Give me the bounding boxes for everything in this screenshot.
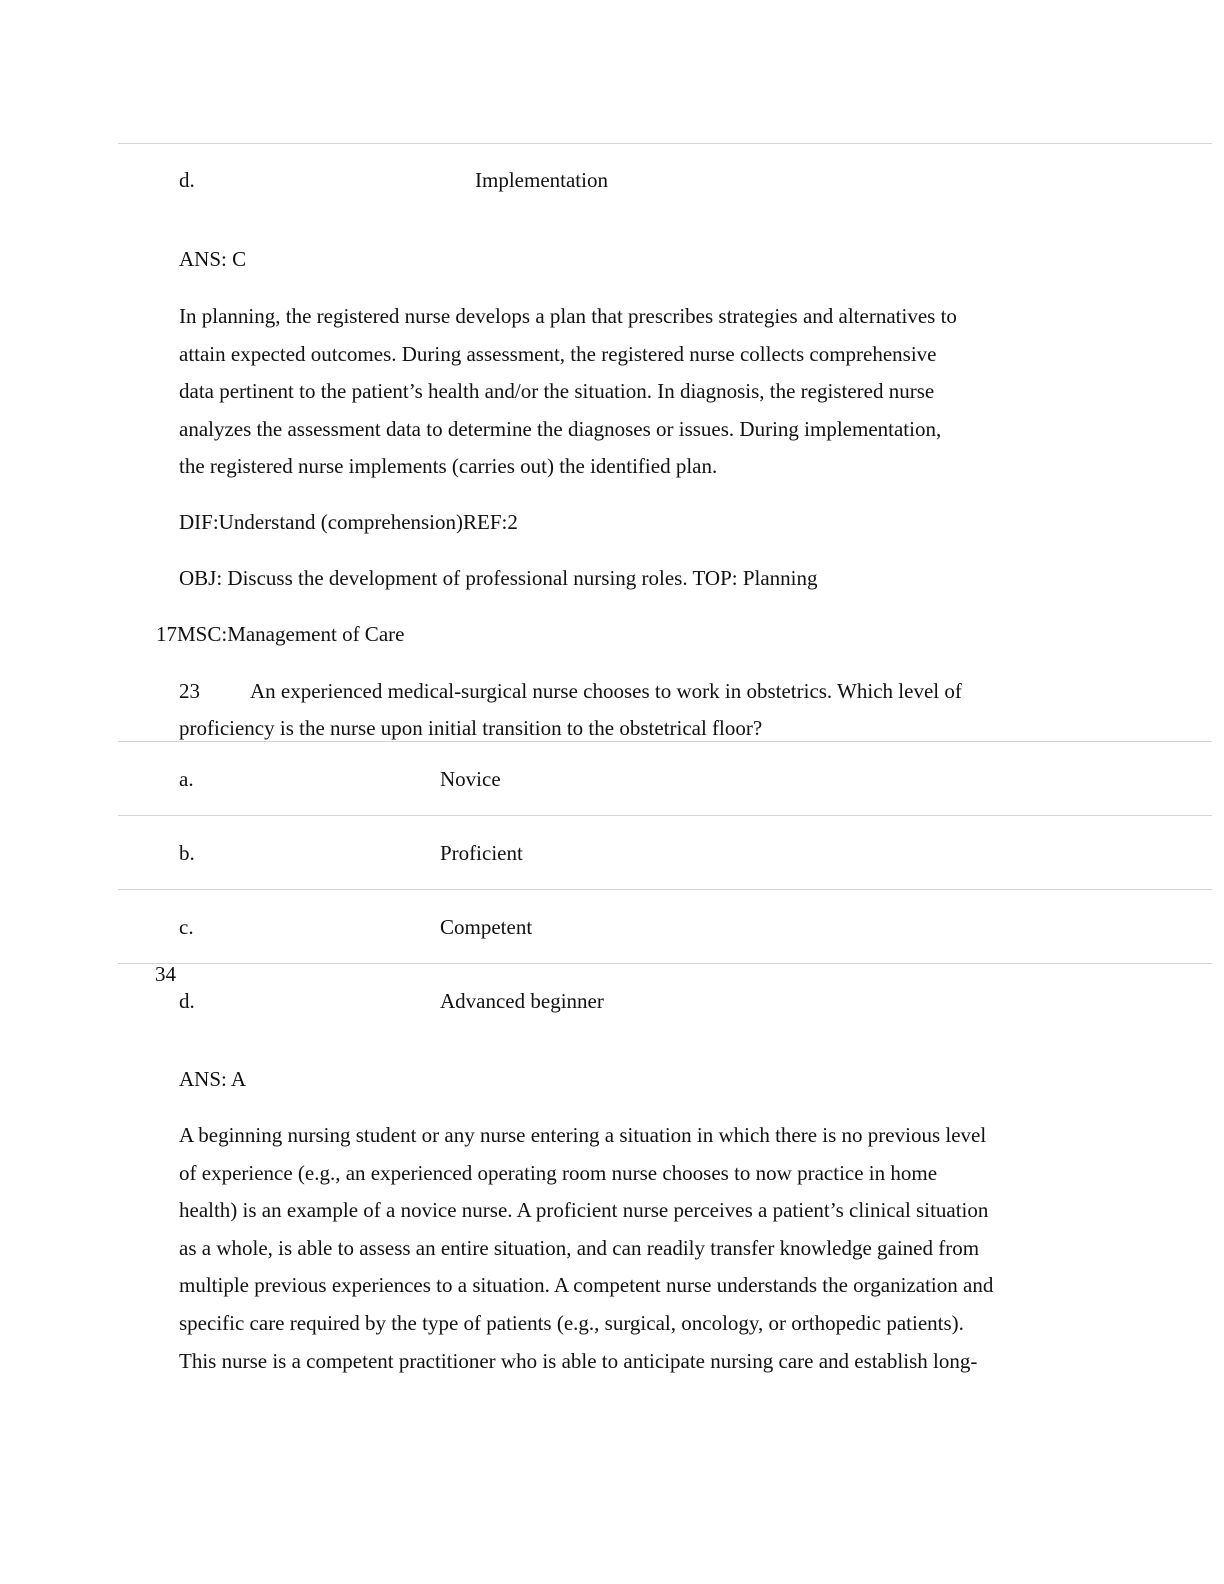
objective-topic: OBJ: Discuss the development of professional nursing roles. TOP: Planning: [179, 566, 818, 590]
option-d-text: Implementation: [475, 168, 608, 192]
answer-key: ANS: A: [179, 1067, 247, 1091]
rationale-line: as a whole, is able to assess an entire situation, and can readily transfer knowledge gained from: [179, 1235, 980, 1260]
difficulty-reference: DIF:Understand (comprehension)REF:2: [179, 510, 518, 534]
option-d-text: Advanced beginner: [440, 989, 604, 1013]
rationale-line: of experience (e.g., an experienced operating room nurse chooses to now practice in home: [179, 1160, 938, 1185]
rationale-line: A beginning nursing student or any nurse entering a situation in which there is no previous level: [179, 1123, 987, 1147]
option-b-letter: b.: [179, 841, 195, 865]
rationale-line: analyzes the assessment data to determine the diagnoses or issues. During implementation,: [179, 416, 942, 441]
question-stem-line: proficiency is the nurse upon initial transition to the obstetrical floor?: [179, 716, 763, 740]
table-rule: [118, 963, 1212, 964]
table-rule-top: [118, 143, 1212, 144]
answer-key: ANS: C: [179, 247, 247, 271]
table-rule: [118, 889, 1212, 890]
table-rule: [118, 815, 1212, 816]
table-rule: [118, 741, 1212, 742]
option-a-letter: a.: [179, 767, 194, 791]
page-number: 34: [155, 962, 176, 986]
rationale-line: multiple previous experiences to a situation. A competent nurse understands the organization and: [179, 1273, 994, 1298]
option-a-text: Novice: [440, 767, 501, 791]
option-b-text: Proficient: [440, 841, 523, 865]
rationale-paragraph: [179, 1117, 1039, 1380]
option-c-text: Competent: [440, 915, 533, 939]
question-number: 23: [179, 679, 200, 703]
option-d-letter: d.: [179, 989, 195, 1013]
rationale-line: In planning, the registered nurse develops a plan that prescribes strategies and alternatives to: [179, 304, 957, 328]
option-c-letter: c.: [179, 915, 194, 939]
question-stem-line: An experienced medical-surgical nurse chooses to work in obstetrics. Which level of: [250, 679, 962, 703]
rationale-line: data pertinent to the patient’s health and/or the situation. In diagnosis, the registered nurse: [179, 379, 935, 404]
rationale-line: specific care required by the type of patients (e.g., surgical, oncology, or orthopedic patients).: [179, 1310, 964, 1335]
rationale-line: This nurse is a competent practitioner who is able to anticipate nursing care and establish long-: [179, 1348, 978, 1373]
rationale-line: attain expected outcomes. During assessment, the registered nurse collects comprehensive: [179, 341, 937, 366]
rationale-line: the registered nurse implements (carries out) the identified plan.: [179, 454, 718, 479]
rationale-paragraph: [179, 298, 1039, 486]
option-d-letter: d.: [179, 168, 195, 192]
msc-category: 17MSC:Management of Care: [156, 622, 405, 646]
rationale-line: health) is an example of a novice nurse. A proficient nurse perceives a patient’s clinical situation: [179, 1198, 989, 1223]
